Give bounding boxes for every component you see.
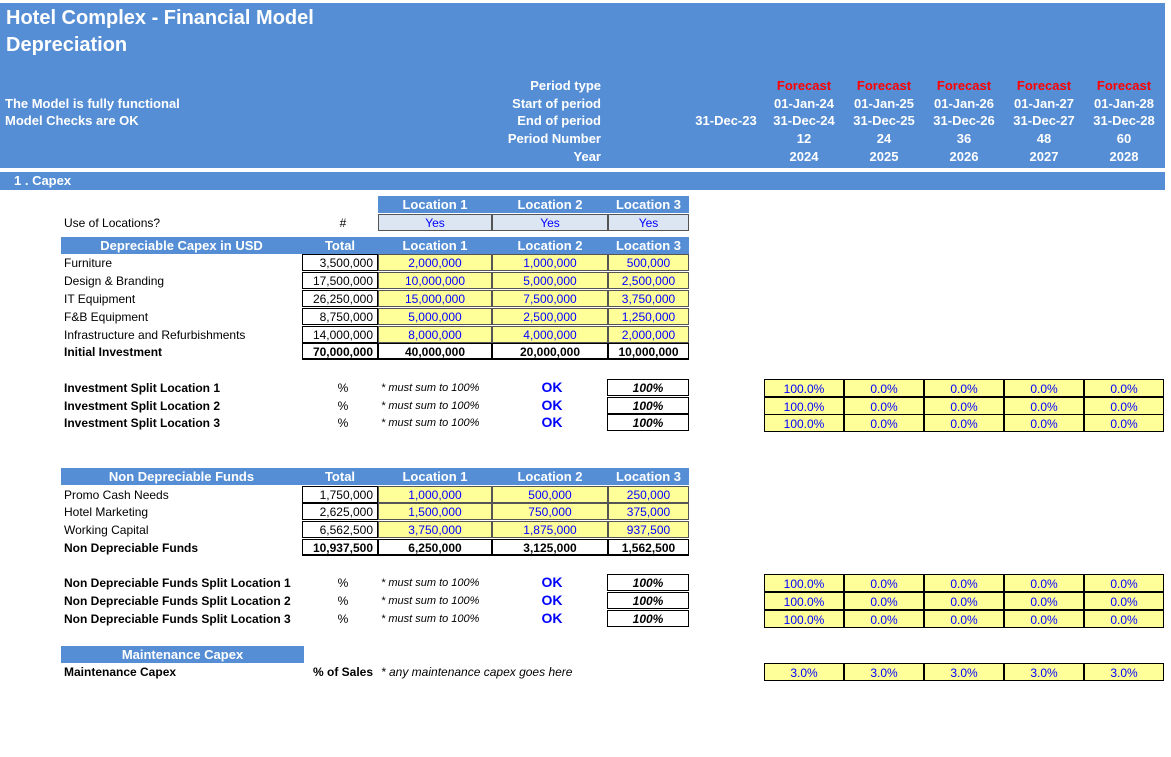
capex-row-label: Furniture (64, 256, 113, 270)
period-type-cell: Forecast (1016, 78, 1072, 93)
page-subtitle: Depreciation (6, 34, 128, 56)
capex-input-cell[interactable]: 1,250,000 (608, 308, 689, 325)
maintenance-input-cell[interactable]: 3.0% (1004, 663, 1084, 681)
period-number-cell: 24 (876, 131, 892, 146)
maintenance-label: Maintenance Capex (64, 665, 177, 679)
capex-row-total: 17,500,000 (302, 272, 378, 289)
split-input-cell[interactable]: 100.0% (764, 397, 844, 415)
use-location-2-input[interactable]: Yes (492, 214, 608, 231)
ndf-table-header: Non Depreciable Funds (61, 468, 302, 485)
page-title: Hotel Complex - Financial Model (6, 7, 314, 29)
ndf-input-cell[interactable]: 250,000 (608, 486, 689, 503)
check-ok: OK (541, 397, 563, 413)
end-period-label: End of period (517, 113, 601, 128)
sum-note: * must sum to 100% (381, 417, 480, 429)
split-input-cell[interactable]: 100.0% (764, 414, 844, 432)
ndf-input-cell[interactable]: 500,000 (492, 486, 608, 503)
period-number-label: Period Number (507, 131, 601, 146)
check-ok: OK (541, 574, 563, 590)
ndf-split-input-cell[interactable]: 0.0% (924, 574, 1004, 592)
ndf-split-input-cell[interactable]: 100.0% (764, 574, 844, 592)
investment-split-label: Investment Split Location 1 (64, 381, 221, 395)
capex-input-cell[interactable]: 4,000,000 (492, 326, 608, 343)
period-start-cell: 01-Jan-28 (1094, 96, 1154, 111)
ndf-row-total: 2,625,000 (302, 503, 378, 520)
year-cell: 2026 (949, 149, 979, 164)
location-header: Location 3 (608, 237, 689, 254)
ndf-split-label: Non Depreciable Funds Split Location 3 (64, 612, 291, 626)
split-sum: 100% (607, 574, 689, 591)
initial-investment-cell: 10,000,000 (608, 343, 689, 360)
capex-input-cell[interactable]: 10,000,000 (378, 272, 492, 289)
sum-note: * must sum to 100% (381, 577, 480, 589)
year-cell: 2027 (1029, 149, 1059, 164)
ndf-split-input-cell[interactable]: 0.0% (924, 610, 1004, 628)
year-cell: 2025 (869, 149, 899, 164)
period-number-cell: 60 (1116, 131, 1132, 146)
sum-note: * must sum to 100% (381, 400, 480, 412)
unit-label: % (337, 381, 349, 395)
period-start-cell: 01-Jan-24 (774, 96, 834, 111)
ndf-row-label: Hotel Marketing (64, 505, 149, 519)
capex-input-cell[interactable]: 1,000,000 (492, 254, 608, 271)
split-input-cell[interactable]: 0.0% (844, 414, 924, 432)
year-cell: 2024 (789, 149, 819, 164)
maintenance-unit: % of Sales (313, 665, 374, 679)
capex-row-label: Infrastructure and Refurbishments (64, 328, 246, 342)
capex-row-total: 26,250,000 (302, 290, 378, 307)
investment-split-label: Investment Split Location 3 (64, 416, 221, 430)
ndf-input-cell[interactable]: 1,500,000 (378, 503, 492, 520)
period-end-cell: 31-Dec-24 (773, 113, 835, 128)
period-number-cell: 36 (956, 131, 972, 146)
ndf-total-cell: 3,125,000 (492, 539, 608, 556)
split-sum: 100% (607, 592, 689, 609)
location-header: Location 2 (492, 196, 608, 213)
check-ok: OK (541, 592, 563, 608)
ndf-split-input-cell[interactable]: 0.0% (924, 592, 1004, 610)
ndf-input-cell[interactable]: 3,750,000 (378, 521, 492, 538)
capex-row-total: 3,500,000 (302, 254, 378, 271)
capex-input-cell[interactable]: 5,000,000 (378, 308, 492, 325)
model-functional-status: The Model is fully functional (5, 96, 180, 111)
period-end-cell: 31-Dec-27 (1013, 113, 1075, 128)
unit-label: % (337, 416, 349, 430)
location-header: Location 1 (378, 468, 492, 485)
period-type-cell: Forecast (936, 78, 992, 93)
initial-investment-label: Initial Investment (64, 345, 163, 359)
check-ok: OK (541, 379, 563, 395)
start-period-label: Start of period (512, 96, 601, 111)
initial-investment-cell: 40,000,000 (378, 343, 492, 360)
unit-label: % (337, 612, 349, 626)
initial-investment-total: 70,000,000 (302, 343, 378, 360)
period-end-cell: 31-Dec-28 (1093, 113, 1155, 128)
maintenance-input-cell[interactable]: 3.0% (1084, 663, 1164, 681)
investment-split-label: Investment Split Location 2 (64, 399, 221, 413)
section-capex-bar (0, 172, 1165, 190)
year-label: Year (573, 149, 601, 164)
location-header: Location 1 (378, 237, 492, 254)
ndf-input-cell[interactable]: 1,000,000 (378, 486, 492, 503)
capex-input-cell[interactable]: 5,000,000 (492, 272, 608, 289)
unit-label: % (337, 594, 349, 608)
split-sum: 100% (607, 379, 689, 396)
period-end-cell: 31-Dec-26 (933, 113, 995, 128)
split-input-cell[interactable]: 0.0% (1004, 379, 1084, 397)
split-input-cell[interactable]: 0.0% (1084, 397, 1164, 415)
unit-label: % (337, 576, 349, 590)
use-location-1-input[interactable]: Yes (378, 214, 492, 231)
ndf-split-input-cell[interactable]: 0.0% (1084, 592, 1164, 610)
period-start-cell: 01-Jan-27 (1014, 96, 1074, 111)
ndf-split-input-cell[interactable]: 0.0% (844, 610, 924, 628)
split-input-cell[interactable]: 0.0% (1084, 414, 1164, 432)
capex-input-cell[interactable]: 7,500,000 (492, 290, 608, 307)
maintenance-input-cell[interactable]: 3.0% (764, 663, 844, 681)
maintenance-input-cell[interactable]: 3.0% (844, 663, 924, 681)
ndf-row-total: 6,562,500 (302, 521, 378, 538)
ndf-split-input-cell[interactable]: 100.0% (764, 592, 844, 610)
maintenance-input-cell[interactable]: 3.0% (924, 663, 1004, 681)
split-input-cell[interactable]: 0.0% (924, 379, 1004, 397)
check-ok: OK (541, 610, 563, 626)
capex-row-total: 14,000,000 (302, 326, 378, 343)
ndf-row-label: Promo Cash Needs (64, 488, 169, 502)
total-header: Total (302, 237, 378, 254)
ndf-split-input-cell[interactable]: 0.0% (844, 592, 924, 610)
location-header: Location 3 (608, 196, 689, 213)
period-type-label: Period type (530, 78, 601, 93)
period-start-cell: 01-Jan-26 (934, 96, 994, 111)
unit-label: # (339, 216, 347, 230)
ndf-split-input-cell[interactable]: 0.0% (1004, 574, 1084, 592)
ndf-total-cell: 6,250,000 (378, 539, 492, 556)
base-period-end: 31-Dec-23 (695, 113, 757, 128)
capex-input-cell[interactable]: 500,000 (608, 254, 689, 271)
period-end-cell: 31-Dec-25 (853, 113, 915, 128)
split-input-cell[interactable]: 0.0% (844, 379, 924, 397)
split-input-cell[interactable]: 0.0% (924, 414, 1004, 432)
use-of-locations-label: Use of Locations? (64, 216, 161, 230)
split-sum: 100% (607, 414, 689, 431)
capex-row-label: F&B Equipment (64, 310, 149, 324)
ndf-split-input-cell[interactable]: 0.0% (1004, 610, 1084, 628)
capex-input-cell[interactable]: 2,500,000 (608, 272, 689, 289)
location-header: Location 2 (492, 468, 608, 485)
ndf-split-input-cell[interactable]: 0.0% (1084, 574, 1164, 592)
ndf-total-label: Non Depreciable Funds (64, 541, 199, 555)
split-input-cell[interactable]: 0.0% (924, 397, 1004, 415)
period-type-cell: Forecast (1096, 78, 1152, 93)
ndf-split-input-cell[interactable]: 100.0% (764, 610, 844, 628)
location-header: Location 1 (378, 196, 492, 213)
sum-note: * must sum to 100% (381, 382, 480, 394)
period-number-cell: 12 (796, 131, 812, 146)
capex-input-cell[interactable]: 15,000,000 (378, 290, 492, 307)
ndf-split-label: Non Depreciable Funds Split Location 2 (64, 594, 291, 608)
capex-input-cell[interactable]: 8,000,000 (378, 326, 492, 343)
ndf-row-label: Working Capital (64, 523, 149, 537)
ndf-split-label: Non Depreciable Funds Split Location 1 (64, 576, 291, 590)
split-input-cell[interactable]: 0.0% (1004, 414, 1084, 432)
ndf-input-cell[interactable]: 375,000 (608, 503, 689, 520)
location-header: Location 2 (492, 237, 608, 254)
ndf-split-input-cell[interactable]: 0.0% (1084, 610, 1164, 628)
maintenance-header: Maintenance Capex (61, 646, 304, 663)
period-type-cell: Forecast (856, 78, 912, 93)
capex-row-label: Design & Branding (64, 274, 165, 288)
capex-input-cell[interactable]: 2,500,000 (492, 308, 608, 325)
year-cell: 2028 (1109, 149, 1139, 164)
ndf-total-cell: 1,562,500 (608, 539, 689, 556)
unit-label: % (337, 399, 349, 413)
capex-row-total: 8,750,000 (302, 308, 378, 325)
ndf-input-cell[interactable]: 750,000 (492, 503, 608, 520)
location-header: Location 3 (608, 468, 689, 485)
capex-input-cell[interactable]: 2,000,000 (608, 326, 689, 343)
period-start-cell: 01-Jan-25 (854, 96, 914, 111)
split-input-cell[interactable]: 0.0% (1004, 397, 1084, 415)
check-ok: OK (541, 414, 563, 430)
ndf-row-total: 1,750,000 (302, 486, 378, 503)
initial-investment-cell: 20,000,000 (492, 343, 608, 360)
sum-note: * must sum to 100% (381, 613, 480, 625)
ndf-input-cell[interactable]: 1,875,000 (492, 521, 608, 538)
capex-input-cell[interactable]: 2,000,000 (378, 254, 492, 271)
total-header: Total (302, 468, 378, 485)
split-input-cell[interactable]: 100.0% (764, 379, 844, 397)
ndf-split-input-cell[interactable]: 0.0% (1004, 592, 1084, 610)
model-checks-status: Model Checks are OK (5, 113, 139, 128)
period-type-cell: Forecast (776, 78, 832, 93)
use-location-3-input[interactable]: Yes (608, 214, 689, 231)
split-input-cell[interactable]: 0.0% (844, 397, 924, 415)
maintenance-note: * any maintenance capex goes here (381, 665, 573, 679)
split-input-cell[interactable]: 0.0% (1084, 379, 1164, 397)
split-sum: 100% (607, 397, 689, 414)
split-sum: 100% (607, 610, 689, 627)
ndf-input-cell[interactable]: 937,500 (608, 521, 689, 538)
ndf-total: 10,937,500 (302, 539, 378, 556)
sum-note: * must sum to 100% (381, 595, 480, 607)
capex-table-header: Depreciable Capex in USD (61, 237, 302, 254)
period-number-cell: 48 (1036, 131, 1052, 146)
ndf-split-input-cell[interactable]: 0.0% (844, 574, 924, 592)
capex-row-label: IT Equipment (64, 292, 136, 306)
capex-input-cell[interactable]: 3,750,000 (608, 290, 689, 307)
section-title: 1 . Capex (14, 173, 72, 188)
